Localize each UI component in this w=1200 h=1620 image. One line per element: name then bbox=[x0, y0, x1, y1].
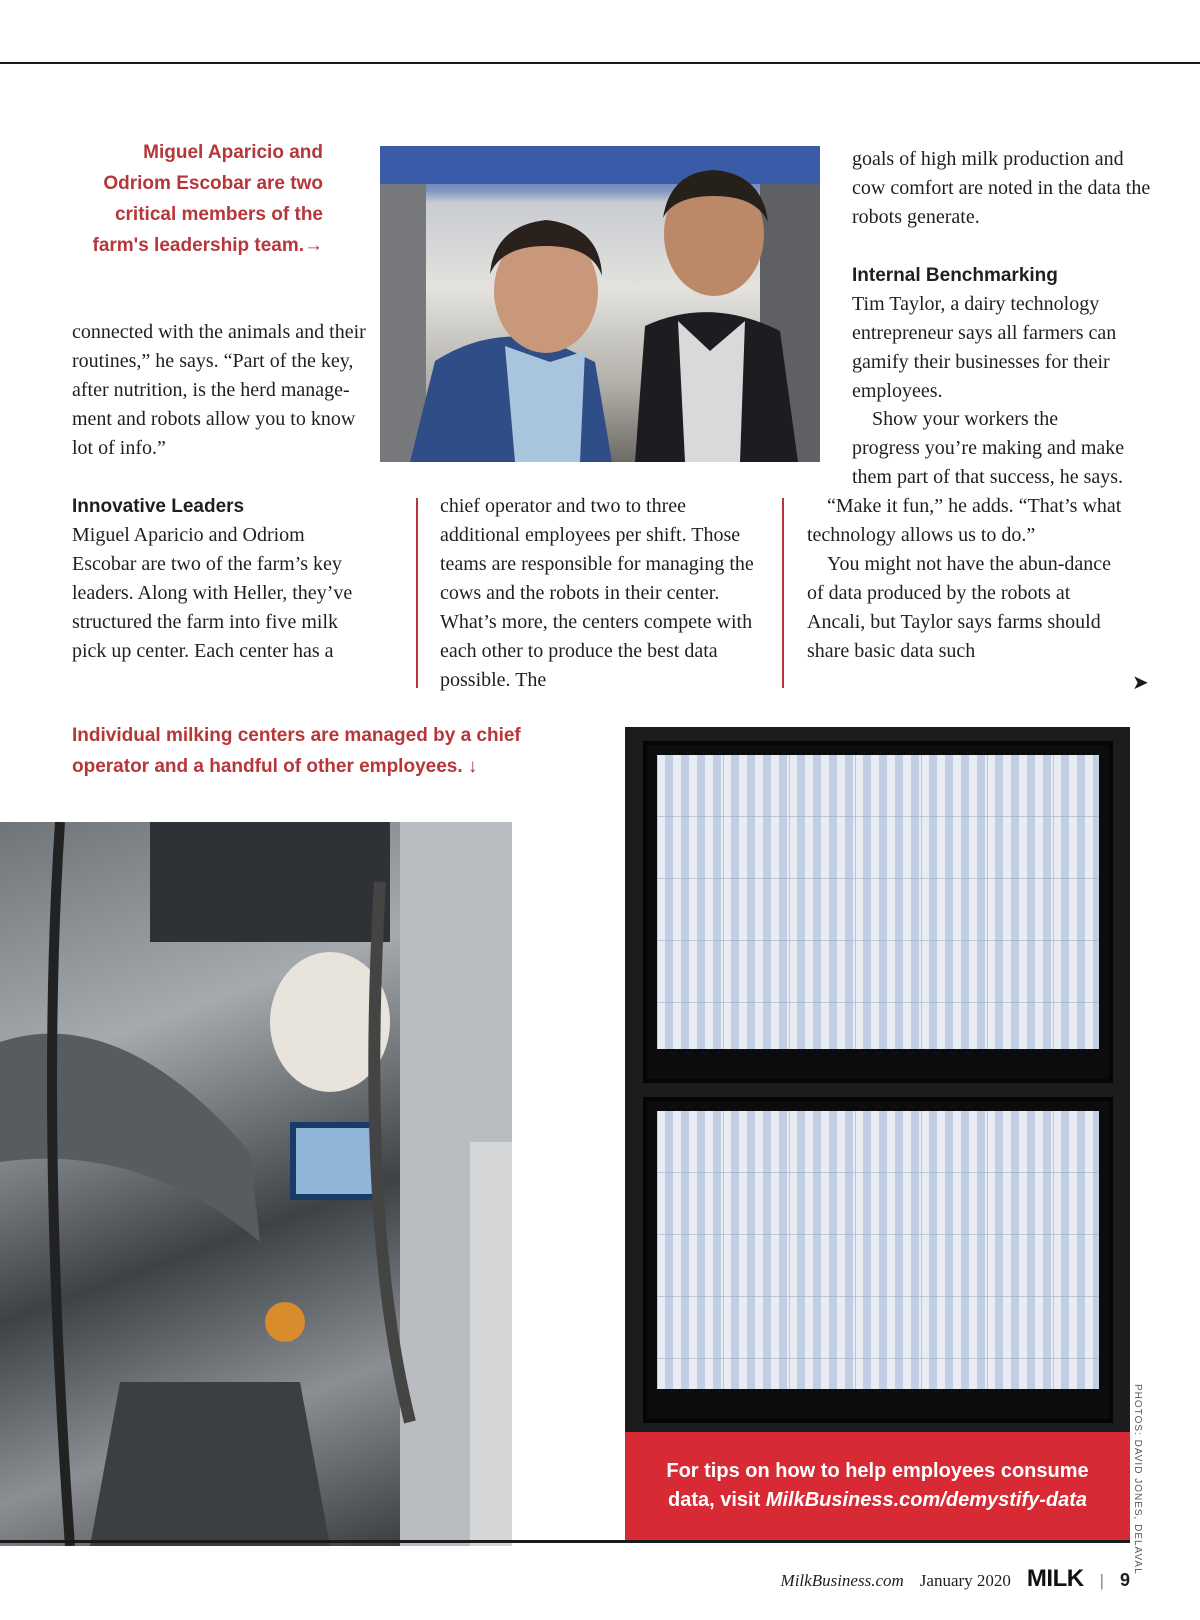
article-paragraph: chief operator and two to three additional employees per shift. Those teams are responsible for managing the cows and the robots in their center. What’s more, the centers compete with each other to produce the best data possible. The bbox=[440, 495, 754, 691]
article-paragraph: goals of high milk production and cow comfort are noted in the data the robots generate. bbox=[852, 148, 1151, 228]
robot-illustration bbox=[0, 822, 512, 1546]
continue-arrow-icon: ➤ bbox=[1132, 670, 1149, 694]
caption-milking-centers: Individual milking centers are managed by a chief operator and a handful of other employees. ↓ bbox=[72, 725, 521, 777]
column-divider bbox=[782, 498, 784, 688]
callout-box bbox=[625, 1432, 1130, 1540]
subheading-internal-benchmarking: Internal Benchmarking bbox=[852, 265, 1058, 286]
article-paragraph: connected with the animals and their routines,” he says. “Part of the key, after nutrition, is the herd manage-ment and robots allow you to know lot of info.” bbox=[72, 321, 366, 459]
footer-date: January 2020 bbox=[919, 1571, 1011, 1590]
callout-line: For tips on how to help employees consume bbox=[666, 1460, 1089, 1482]
photo-farm-leaders bbox=[380, 146, 820, 462]
top-rule bbox=[0, 62, 1200, 64]
article-paragraph: Show your workers the progress you’re making and make them part of that success, he says. bbox=[852, 408, 1125, 488]
page-footer bbox=[781, 1565, 1130, 1593]
photo-milking-robot bbox=[0, 822, 512, 1546]
leaders-illustration bbox=[380, 146, 820, 462]
bottom-rule bbox=[0, 1540, 1130, 1543]
callout-link[interactable]: MilkBusiness.com/demystify-data bbox=[765, 1489, 1088, 1511]
footer-website: MilkBusiness.com bbox=[780, 1571, 904, 1590]
article-paragraph: Miguel Aparicio and Odriom Escobar are two of the farm’s key leaders. Along with Heller, they’ve structured the farm into five milk pick up center. Each center has a bbox=[72, 524, 353, 662]
footer-separator: | bbox=[1099, 1571, 1104, 1590]
photo-monitoring-screens bbox=[625, 727, 1130, 1432]
article-column-3-bottom bbox=[807, 408, 1127, 666]
article-column-1 bbox=[72, 318, 372, 666]
article-paragraph: You might not have the abun-dance of data produced by the robots at Ancali, but Taylor says farms should share basic data such bbox=[807, 553, 1112, 662]
column-divider bbox=[416, 498, 418, 688]
article-column-3-top bbox=[852, 145, 1152, 406]
subheading-innovative-leaders: Innovative Leaders bbox=[72, 496, 245, 517]
article-column-2 bbox=[440, 492, 760, 695]
monitor-display bbox=[643, 1097, 1113, 1423]
callout-prefix: data, visit bbox=[667, 1489, 766, 1511]
article-paragraph: Tim Taylor, a dairy technology entrepreneur says all farmers can gamify their businesses for their employees. bbox=[852, 293, 1117, 402]
caption-leadership-photo: Miguel Aparicio and Odriom Escobar are two critical members of the farm's leadership team.→ bbox=[92, 142, 323, 256]
article-paragraph: “Make it fun,” he adds. “That’s what technology allows us to do.” bbox=[807, 495, 1122, 546]
monitor-display bbox=[643, 741, 1113, 1083]
photo-credit: PHOTOS: DAVID JONES, DELAVAL bbox=[1132, 1384, 1143, 1575]
footer-brand-logo: MILK bbox=[1026, 1565, 1084, 1592]
page-number: 9 bbox=[1119, 1570, 1130, 1590]
callout-line bbox=[668, 1486, 1087, 1515]
